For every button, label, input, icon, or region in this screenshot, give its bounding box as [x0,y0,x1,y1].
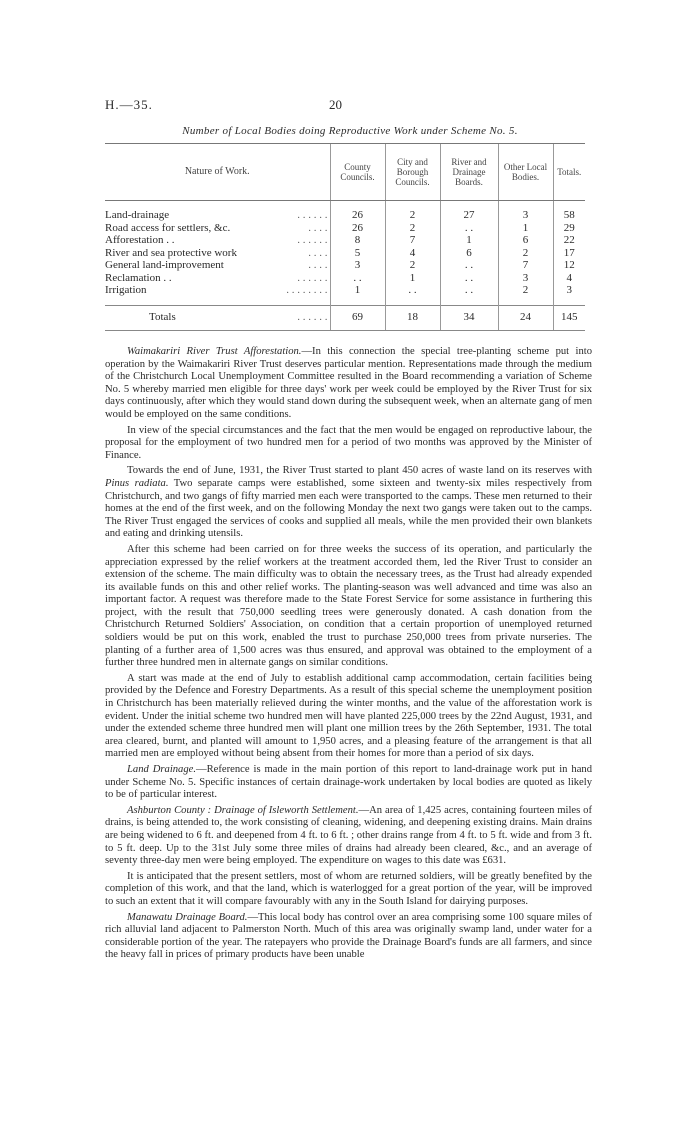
table-row [105,222,585,235]
table-cell: 6 [498,234,553,247]
leader-dots: . . . . [308,221,328,234]
column-header: County Councils. [330,144,385,201]
table-cell: . . [440,284,498,297]
table-cell: 2 [498,284,553,297]
paragraph: It is anticipated that the present settlers, most of whom are returned soldiers, will be greatly benefited by the completion of this work, and that the land, which is waterlogged for a great portion of the year, will be improved to such an extent that it will compare favourably with any in the South Island for dairying purposes. [105,870,592,907]
paragraph: In view of the special circumstances and the fact that the men would be engaged on reproductive labour, the proposal for the employment of two hundred men for a period of two months was approved by the Minister of Finance. [105,424,592,461]
table-cell: 2 [498,247,553,260]
row-label: General land-improvement [105,259,224,271]
table-cell: 1 [330,284,385,297]
paragraph [105,912,592,962]
table-row [105,234,585,247]
table-cell: 4 [553,272,585,285]
table-cell: 27 [440,209,498,222]
table-cell: 2 [385,209,440,222]
table-cell: 7 [385,234,440,247]
column-header: City and Borough Councils. [385,144,440,201]
paragraph [105,764,592,802]
section-heading: Manawatu Drainage Board. [127,911,248,923]
table-cell: 3 [498,209,553,222]
table-cell: 3 [330,259,385,272]
table-cell: 5 [330,247,385,260]
row-label: Irrigation [105,284,147,296]
paragraph: A start was made at the end of July to establish additional camp accommodation, certain facilities being provided by the Defence and Forestry Departments. As a result of this special scheme the unemployment position in Christchurch has been materially relieved during the winter months, and the value of the afforestation work is evident. Under the initial scheme two hundred men will have planted 225,000 trees by the 22nd August, 1931, and under the extended scheme three hundred men will plant one million trees by the 26th September, 1931. The total area cleared, burnt, and planted will amount to 1,950 acres, and a pleasing feature of the arrangement is that all married men are employed without being absent from their homes for more than a period of six days. [105,672,592,760]
paragraph-text: —An area of 1,425 acres, containing fourteen miles of drains, is being attended to, the work consisting of cleaning, widening, and deepening existing drains. Main drains are being widened to 6 ft. and deepened from 4 ft. to 6 ft. ; other drains range from 4 ft. to 5 ft. wide and from 3 ft. to 5 ft. deep. Up to the 31st July some three miles of drains had already been cleared, &c., and an average of seventy three-day men were being employed. The expenditure on wages to this date was £631. [105,804,592,867]
section-heading: Waimakariri River Trust Afforestation. [127,346,302,357]
table-cell: 17 [553,247,585,260]
body-text [105,346,592,965]
table-cell: 2 [385,259,440,272]
column-header: Nature of Work. [105,144,330,201]
paragraph [105,465,592,541]
table-cell: 12 [553,259,585,272]
total-cell: 24 [498,305,553,330]
column-header: Totals. [553,144,585,201]
table-row [105,272,585,285]
leader-dots: . . . . . . [297,234,328,246]
table-row [105,259,585,272]
table-cell: 7 [498,259,553,272]
table-cell: 3 [498,272,553,285]
paragraph-text: —This local body has control over an area comprising some 100 square miles of rich alluvial land adjacent to Palmerston North. Much of this area was originally swamp land, under water for a considerable portion of the year. The ratepayers who provide the Drainage Board's funds are all farmers, and since the heavy fall in prices of primary products have been unable [105,911,593,961]
row-label: Reclamation . . [105,271,172,284]
table-row [105,284,585,297]
row-label: River and sea protective work [105,246,237,259]
table-cell: 29 [553,222,585,235]
table-cell: . . [440,272,498,285]
paragraph-text: —Reference is made in the main portion of this report to land-drainage work put in hand under Scheme No. 5. Specific instances of certain drainage-work undertaken by local bodies are quoted as likely to be of particular interest. [105,764,593,801]
table-cell: 58 [553,209,585,222]
table-row [105,209,585,222]
row-label: Road access for settlers, &c. [105,221,231,234]
table-cell: 6 [440,247,498,260]
table-header-row [105,144,585,201]
table-cell: 8 [330,234,385,247]
table-cell: 1 [385,272,440,285]
table-cell: 26 [330,209,385,222]
table-cell: . . [385,284,440,297]
leader-dots: . . . . . . [297,311,328,324]
table-caption: Number of Local Bodies doing Reproductive Work under Scheme No. 5. [182,125,518,137]
section-heading: Ashburton County : Drainage of Isleworth Settlement. [127,804,359,816]
total-cell: 145 [553,305,585,330]
leader-dots: . . . . [308,246,328,259]
paragraph [105,805,592,868]
paragraph-text: Towards the end of June, 1931, the River Trust started to plant 450 acres of waste land on its reserves with [127,465,592,477]
document-reference: H.—35. [105,97,153,112]
total-cell: 34 [440,305,498,330]
leader-dots: . . . . . . [297,209,328,221]
leader-dots: . . . . . . [297,271,328,284]
table-cell: 4 [385,247,440,260]
totals-label: Totals [149,311,176,324]
table-cell: 1 [440,234,498,247]
total-cell: 18 [385,305,440,330]
table-row [105,247,585,260]
table-cell: . . [440,222,498,235]
paragraph [105,346,592,422]
species-name: Pinus radiata. [105,477,169,489]
table-cell: . . [330,272,385,285]
table-cell: . . [440,259,498,272]
column-header: Other Local Bodies. [498,144,553,201]
local-bodies-table [105,143,585,331]
row-label: Land-drainage [105,209,170,221]
table-cell: 1 [498,222,553,235]
paragraph: After this scheme had been carried on for three weeks the success of its operation, and particularly the appreciation expressed by the relief workers at the treatment accorded them, led the River Trust to consider an extension of the scheme. The main difficulty was to obtain the necessary trees, as the Trust had already expended its available funds on this and other relief works. The planting-season was well advanced and time was also an important factor. A request was therefore made to the State Forest Service for some assistance in furthering this project, with the result that 750,000 seedling trees were generously donated. A cash donation from the Christchurch Returned Soldiers' Association, on condition that a certain proportion of unemployed returned soldiers would be put on this work, enabled the trust to purchase 250,000 trees from private nurseries. The planting of a further area of 1,500 acres was thus ensured, and approval was obtained to the employment of a further three hundred men in alternate gangs on similar conditions. [105,543,592,669]
totals-row [105,305,585,330]
paragraph-text: —In this connection the special tree-planting scheme put into operation by the Waimakariri River Trust deserves particular mention. Representations made through the medium of the Christchurch Local Unemployment Committee resulted in the Board recommending a variation of Scheme No. 5 whereby married men eligible for three days' work per week could be employed by the River Trust for six days continuously, after which they would stand down during the subsequent week, when an alternate gang of men would be employed on the same conditions. [105,346,592,420]
row-label: Afforestation . . [105,234,175,246]
total-cell: 69 [330,305,385,330]
section-heading: Land Drainage. [127,764,197,775]
leader-dots: . . . . . . . . [286,284,328,296]
table-cell: 26 [330,222,385,235]
table-cell: 22 [553,234,585,247]
table-cell: 2 [385,222,440,235]
paragraph-text: Two separate camps were established, some sixteen and twenty-six miles respectively from Christchurch, and two gangs of fifty married men each were transported to the camps. These men returned to their homes at the end of the first week, and on the following Monday the next two gangs were taken out to the camps. The River Trust engaged the services of cooks and supplied all meals, while the men provided their own blankets and eating and drinking utensils. [105,477,592,540]
column-header: River and Drainage Boards. [440,144,498,201]
page-number: 20 [329,97,342,112]
table-cell: 3 [553,284,585,297]
leader-dots: . . . . [308,259,328,271]
